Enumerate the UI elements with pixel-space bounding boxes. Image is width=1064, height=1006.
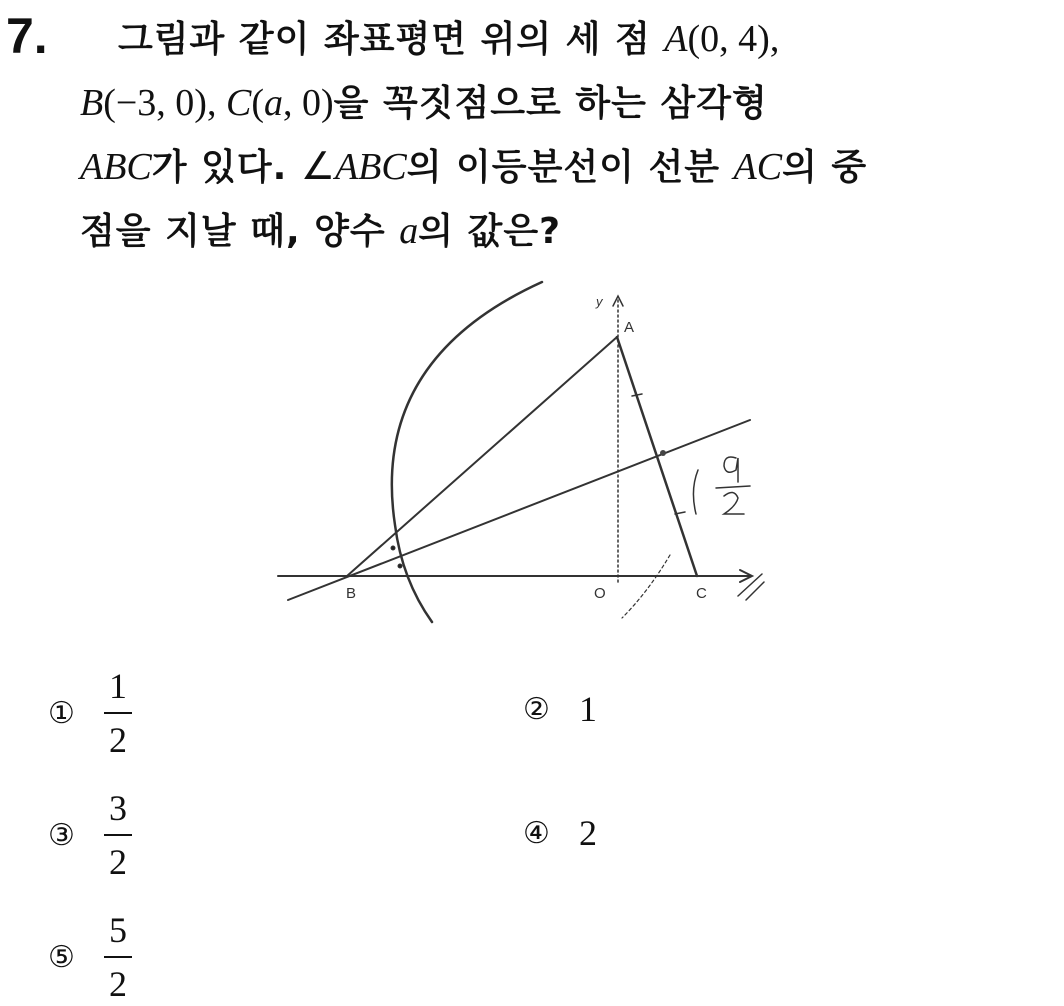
choice-marker: ⑤ [48,939,75,975]
choice-4[interactable] [523,812,597,854]
math-var-a: a [263,82,283,124]
numerator: 1 [109,666,127,706]
question-line-1 [118,14,779,65]
math-angle: ABC [334,146,407,188]
numerator: 5 [109,910,127,950]
question-number: 7. [6,8,48,64]
construction-dot [391,546,395,550]
choice-5[interactable] [48,908,132,1006]
x-label-scribble [738,574,764,600]
denominator: 2 [109,964,127,1004]
choice-marker: ② [523,691,550,727]
construction-dot [398,564,402,568]
fraction [104,908,132,1006]
math-var-a: a [399,210,419,252]
question-text: 의 값은? [418,211,561,252]
math-triangle: ABC [80,146,152,188]
coordinate-figure [250,270,780,630]
math-angle-symbol: ∠ [300,146,335,188]
handwritten-paren [693,470,698,514]
denominator: 2 [109,720,127,760]
choice-2[interactable] [523,688,597,730]
handwritten-2 [724,492,744,514]
handwritten-fraction-bar [716,486,750,488]
fraction-bar [104,834,132,836]
choice-value: 2 [579,813,597,853]
math-segment: AC [733,146,783,188]
tick-mark [632,394,642,396]
choice-marker: ④ [523,815,550,851]
label-y: y [596,294,603,309]
math-coords: (0, 4), [687,18,780,60]
choice-marker: ① [48,695,75,731]
denominator: 2 [109,842,127,882]
label-a: A [624,319,635,336]
construction-arc [392,282,542,622]
question-line-4 [80,206,561,257]
choice-3[interactable] [48,786,132,884]
math-coords: , 0) [282,82,334,124]
math-paren: ( [251,82,264,124]
question-text: 을 꼭짓점으로 하는 삼각형 [333,83,768,124]
math-point-a: A [664,18,688,60]
question-text: 점을 지날 때, 양수 [80,211,400,252]
math-coords: (−3, 0), [103,82,226,124]
fraction [104,786,132,884]
fraction-bar [104,712,132,714]
choice-marker: ③ [48,817,75,853]
construction-arc-small [622,555,670,618]
math-point-b: B [80,82,104,124]
question-text: 의 중 [782,147,868,188]
label-c: C [696,585,707,602]
midpoint-dot [660,450,666,456]
question-text: 가 있다. [151,147,301,188]
label-o: O [594,585,606,602]
segment-ab [347,337,617,576]
question-text: 의 이등분선이 선분 [406,147,734,188]
fraction-bar [104,956,132,958]
question-text: 그림과 같이 좌표평면 위의 세 점 [118,19,665,60]
math-point-c: C [225,82,252,124]
question-line-3 [80,142,867,193]
handwritten-a [724,457,738,482]
choice-value: 1 [579,689,597,729]
question-line-2 [80,78,768,129]
angle-bisector [288,420,750,600]
label-b: B [346,585,357,602]
fraction [104,664,132,762]
numerator: 3 [109,788,127,828]
choice-1[interactable] [48,664,132,762]
